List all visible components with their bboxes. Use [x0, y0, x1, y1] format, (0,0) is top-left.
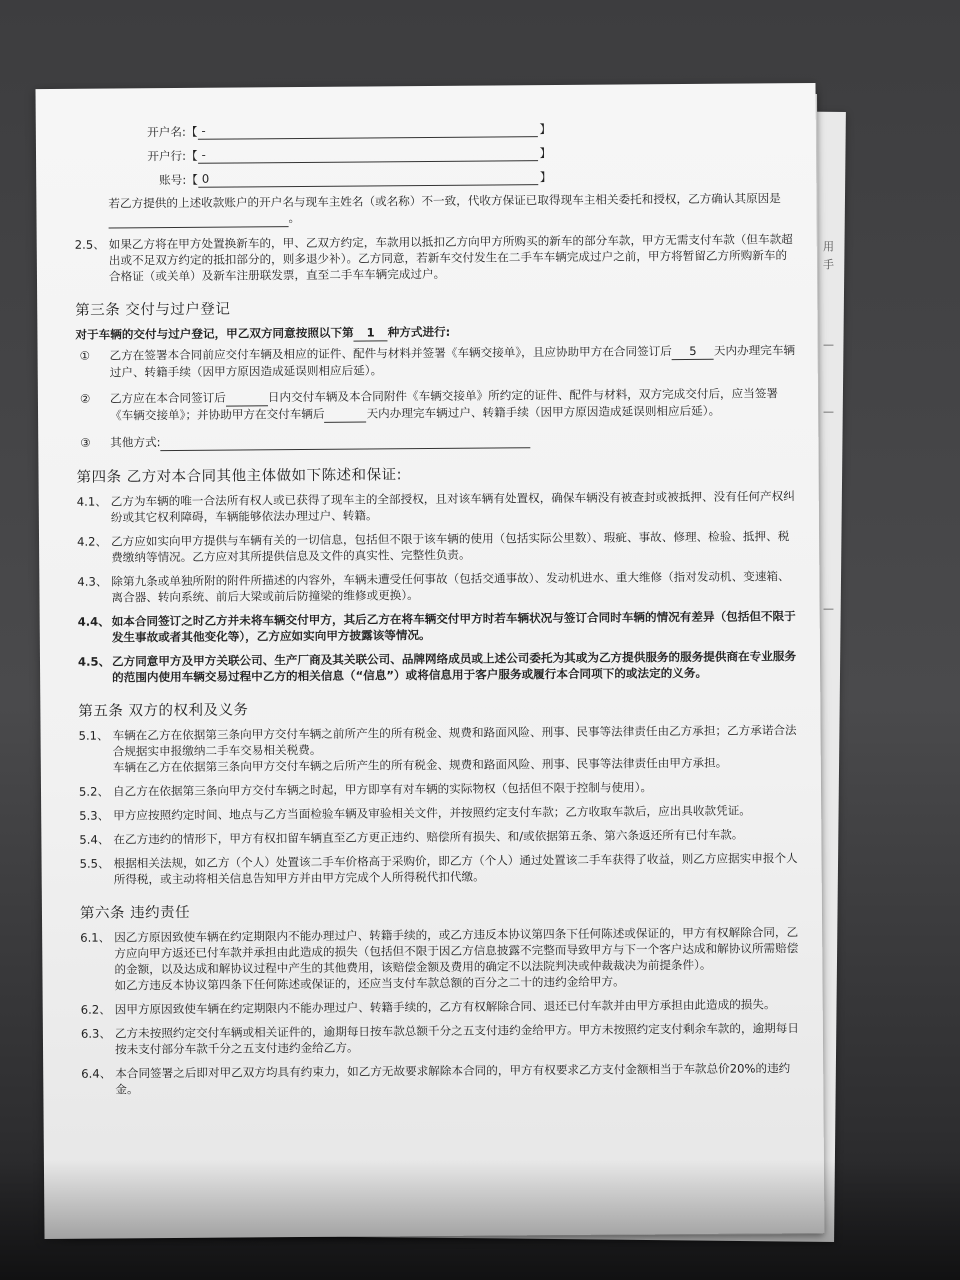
account-bank-value: - [198, 144, 538, 164]
section-3-title: 第三条 交付与过户登记 [75, 301, 231, 319]
account-bank-label: 开户行: [147, 148, 187, 163]
table-shadow [0, 1160, 960, 1280]
clause-4-5: 4.5、 乙方同意甲方及甲方关联公司、生产厂商及其关联公司、品牌网络成员或上述公司委托为其或为乙方提供服务的服务提供商在专业服务的范围内使用车辆交易过程中乙方的相关信息（“信息”）或将信息用于客户服务或履行本合同项下的或法定的义务。 [77, 649, 797, 685]
clause-6-1: 6.1、 因乙方原因致使车辆在约定期限内不能办理过户、转籍手续的，或乙方违反本协议第四条下任何陈述或保证的，甲方有权解除合同，乙方应向甲方返还已付车款并承担由此造成的损失（包括但不限于因乙方信息披露不完整而导致甲方与下一个客户达成和解协议所需赔偿的金额，以及达成和解协议过程中产生的其他费用，该赔偿金额及费用的确定不以法院判决或仲裁裁决为前提条件）。 如乙方违反本协议第四条下任何陈述或保证的，还应当支付车款总额的百分之二十的违约金给甲方。 [80, 925, 799, 993]
page-content [74, 117, 802, 1106]
account-name-row: 开户名: 【 - 】 [116, 117, 794, 141]
account-number-row: 账号: 【 0 】 [116, 165, 794, 189]
clause-4-2: 4.2、 乙方应如实向甲方提供与车辆有关的一切信息，包括但不限于该车辆的使用（包括实际公里数）、瑕疵、事故、修理、检验、抵押、税费缴纳等情况。乙方应对其所提供信息及文件的真实性、完整性负责。 [76, 529, 790, 565]
delivery-option-2: ② 乙方应在本合同签订后 日内交付车辆及本合同附件《车辆交接单》所约定的证件、配件与材料，双方完成交付后，应当签署《车辆交接单》；并协助甲方在交付车辆后 天内办理完车辆过户、转籍手续（因甲方原因造成延误则相应后延）。 [79, 386, 779, 423]
clause-4-3: 4.3、 除第九条或单独所附的附件所描述的内容外，车辆未遭受任何事故（包括交通事故）、发动机进水、重大维修（指对发动机、变速箱、离合器、转向系统、前后大梁或前后防撞梁的维修或更换）。 [77, 569, 790, 605]
clause-5-2: 5.2、 自乙方在依据第三条向甲方交付车辆之时起，甲方即享有对车辆的实际物权（包括但不限于控制与使用）。 [78, 780, 653, 799]
clause-5-4: 5.4、 在乙方违约的情形下，甲方有权扣留车辆直至乙方更正违约、赔偿所有损失、和/或依据第五条、第六条返还所有已付车款。 [79, 827, 744, 847]
clause-2-5: 2.5、 如果乙方将在甲方处置换新车的，甲、乙双方约定，车款用以抵扣乙方向甲方所购买的新车的部分车款，甲方无需支付车款（但车款超出或不足双方约定的抵扣部分的，则多退少补）。乙方同意，若新车交付发生在二手车车辆完成过户之前，甲方将暂留乙方所购新车的合格证（或关单）及新车注册联发票，直至二手车车辆完成过户。 [74, 232, 793, 284]
delivery-option-3: ③ 其他方式: [76, 429, 796, 452]
clause-5-1: 5.1、 车辆在乙方在依据第三条向甲方交付车辆之前所产生的所有税金、规费和路面风险、刑事、民事等法律责任由乙方承担；乙方承诺合法合规据实申报缴纳二手车交易相关税费。 车辆在乙方在依据第三条向甲方交付车辆之后所产生的所有税金、规费和路面风险、刑事、民事等法律责任由甲方承担。 [78, 723, 797, 775]
edge-text-mark: 用 [823, 240, 834, 253]
account-mismatch-note: 若乙方提供的上述收款账户的开户名与现车主姓名（或名称）不一致，代收方保证已取得现车主相关委托和授权，乙方确认其原因是 。 [74, 190, 794, 229]
account-number-label: 账号: [159, 172, 187, 187]
clause-6-2: 6.2、 因甲方原因致使车辆在约定期限内不能办理过户、转籍手续的，乙方有权解除合同、退还已付车款并由甲方承担由此造成的损失。 [80, 997, 776, 1017]
section-4-title: 第四条 乙方对本合同其他主体做如下陈述和保证: [76, 467, 403, 486]
edge-text-mark: — [823, 338, 834, 351]
contract-page [35, 83, 824, 1239]
clause-6-4: 6.4、 本合同签署之后即对甲乙双方均具有约束力，如乙方无故要求解除本合同的，甲方有权要求乙方支付金额相当于车款总价20%的违约金。 [81, 1061, 791, 1097]
section-6-title: 第六条 违约责任 [79, 904, 191, 922]
edge-text-mark: — [823, 405, 834, 418]
clause-5-5: 5.5、 根据相关法规，如乙方（个人）处置该二手车价格高于采购价，即乙方（个人）通过处置该二手车获得了收益，则乙方应据实申报个人所得税，或主动将相关信息告知甲方并由甲方完成个人所得税代扣代缴。 [79, 851, 798, 887]
account-name-label: 开户名: [147, 124, 186, 139]
section-5-list [79, 722, 800, 888]
edge-text-mark: — [823, 602, 834, 615]
account-bank-row: 开户行: 【 - 】 [116, 141, 794, 165]
section-4-list [77, 488, 798, 686]
clause-6-3: 6.3、 乙方未按照约定交付车辆或相关证件的，逾期每日按车款总额千分之五支付违约金给甲方。甲方未按照约定支付剩余车款的，逾期每日按未支付部分车款千分之五支付违约金给乙方。 [80, 1021, 799, 1057]
account-number-value: 0 [198, 168, 538, 188]
clause-4-1: 4.1、 乙方为车辆的唯一合法所有权人或已获得了现车主的全部授权，且对该车辆有处置权，确保车辆没有被查封或被抵押、没有任何产权纠纷或其它权利障碍，车辆能够依法办理过户、转籍。 [76, 489, 795, 525]
edge-text-mark: 手 [823, 258, 834, 271]
clause-4-4: 4.4、 如本合同签订之时乙方并未将车辆交付甲方，其后乙方在将车辆交付甲方时若车辆状况与签订合同时车辆的情况有差异（包括但不限于发生事故或者其他变化等），乙方应如实向甲方披露该等情况。 [77, 609, 796, 645]
section-3-intro: 对于车辆的交付与过户登记，甲乙双方同意按照以下第 1 种方式进行: [75, 324, 451, 342]
section-5-title: 第五条 双方的权利及义务 [78, 702, 249, 720]
section-6-list [80, 924, 801, 1098]
account-name-value: - [197, 120, 537, 140]
clause-5-3: 5.3、 甲方应按照约定时间、地点与乙方当面检验车辆及审验相关文件，并按照约定支付车款；乙方收取车款后，应出具收款凭证。 [79, 803, 751, 823]
delivery-option-1: ① 乙方在签署本合同前应交付车辆及相应的证件、配件与材料并签署《车辆交接单》，且应协助甲方在合同签订后 5 天内办理完车辆过户、转籍手续（因甲方原因造成延误则相应后延）。 [79, 343, 796, 380]
